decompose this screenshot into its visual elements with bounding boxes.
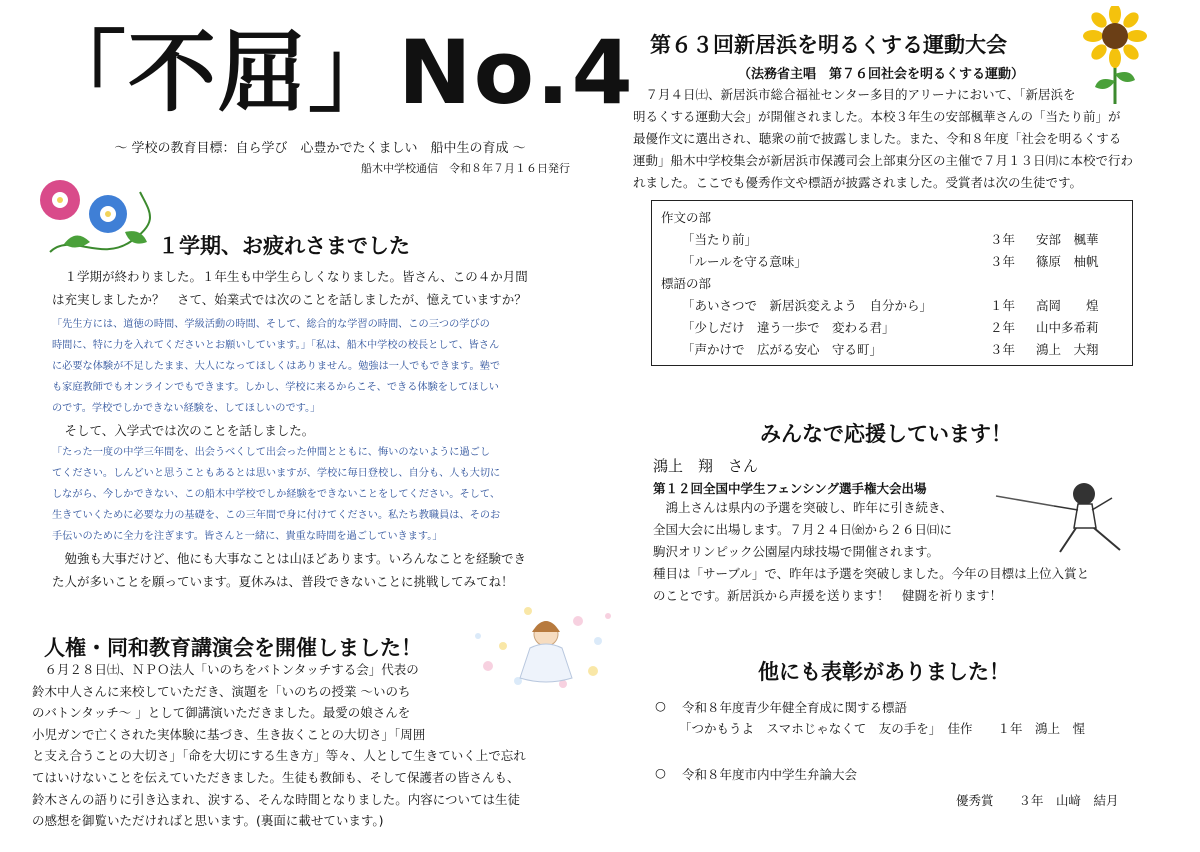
quote-line: 「先生方には、道徳の時間、学級活動の時間、そして、総合的な学習の時間、この三つの学びの: [52, 319, 490, 330]
text-line: と支え合うことの大切さ」「命を大切にする生き方」等々、人として生きていく上で忘れ: [32, 748, 526, 764]
text-line: 全国大会に出場します。７月２４日㈮から２６日㈰に: [653, 522, 953, 537]
issuer-line: 船木中学校通信 令和８年７月１６日発行: [361, 162, 570, 175]
quote-line: 手伝いのために全力を注ぎます。皆さんと一緒に、貴重な時間を過ごしていきます。」: [52, 531, 443, 542]
text-line: のバトンタッチ～ 」として御講演いただきました。最愛の娘さんを: [32, 705, 411, 721]
text-line: ７月４日㈯、新居浜市総合福祉センター多目的アリーナにおいて、「新居浜を: [633, 87, 1076, 102]
award-work: 「あいさつで 新居浜変えよう 自分から」: [682, 298, 933, 313]
award-name: 安部 楓華: [1036, 232, 1099, 247]
text-line: は充実しましたか？ さて、始業式では次のことを話しましたが、憶えていますか？: [52, 291, 527, 307]
award-grade: ３年: [990, 342, 1016, 357]
text-line: 種目は「サーブル」で、昨年は予選を突破しました。今年の目標は上位入賞と: [653, 566, 1090, 581]
article-3-body: [633, 84, 1133, 194]
quote-line: に必要な体験が不足したまま、大人になってほしくはありません。勉強は一人でもできます。塾で: [52, 361, 501, 372]
article-1-title: １学期、お疲れさまでした: [158, 233, 410, 258]
text-line: 最優作文に選出され、聴衆の前で披露しました。また、令和８年度「社会を明るくする: [633, 131, 1122, 146]
award-work: 「声かけで 広がる安心 守る町」: [682, 342, 883, 357]
award-name: 高岡 煌: [1036, 298, 1099, 313]
text-line: ６月２８日㈯、ＮＰＯ法人「いのちをバトンタッチする会」代表の: [32, 662, 419, 677]
award-work: 「ルールを守る意味」: [682, 254, 807, 269]
text-line: １学期が終わりました。１年生も中学生らしくなりました。皆さん、この４か月間: [52, 269, 528, 284]
quote-line: 時間に、特に力を入れてくださいとお願いしています。」「私は、船木中学校の校長として、皆さん: [52, 340, 500, 351]
event-name: 第１２回全国中学生フェンシング選手権大会出場: [653, 481, 927, 496]
article-5-title: 他にも表彰がありました！: [758, 659, 1010, 684]
school-motto: ～ 学校の教育目標：自ら学び 心豊かでたくましい 船中生の育成 ～: [114, 141, 526, 156]
award-bullet: ○: [655, 765, 666, 780]
quote-line: のです。学校でしかできない経験を、してほしいのです。」: [52, 403, 321, 414]
text-line: 運動」船木中学校集会が新居浜市保護司会上部東分区の主催で７月１３日㈪に本校で行わ: [633, 153, 1134, 168]
article-3-subtitle: （法務省主唱 第７６回社会を明るくする運動）: [738, 67, 1025, 82]
article-1-closing: [52, 548, 526, 593]
text-line: のことです。新居浜から声援を送ります！ 健闘を祈ります！: [653, 588, 1003, 603]
article-1-middle: そして、入学式では次のことを話しました。: [52, 423, 315, 438]
article-2-title: 人権・同和教育講演会を開催しました！: [44, 635, 422, 660]
award-grade: ２年: [990, 320, 1016, 335]
award-work: 「当たり前」: [682, 232, 758, 247]
morning-glory-icon: [30, 172, 160, 267]
quote-line: しながら、今しかできない、この船木中学校でしか経験をできないことをしてください。そして、: [52, 489, 501, 500]
quote-line: 生きていくために必要な力の基礎を、この三年間で身に付けてください。私たち教職員は、そのお: [52, 510, 501, 521]
award-detail: 優秀賞 ３年 山﨑 結月: [956, 793, 1119, 808]
article-1-quote-1: [52, 314, 500, 419]
text-line: 駒沢オリンピック公園屋内球技場で開催されます。: [653, 544, 940, 559]
text-line: 鈴木さんの語りに引き込まれ、涙する、そんな時間となりました。内容については生徒: [32, 791, 521, 807]
text-line: 鈴木中人さんに来校していただき、演題を「いのちの授業 ～いのち: [32, 683, 411, 699]
article-2-body: [32, 659, 526, 832]
award-grade: ３年: [990, 232, 1016, 247]
award-grade: １年: [990, 298, 1016, 313]
article-3-title: 第６３回新居浜を明るくする運動大会: [650, 32, 1007, 57]
quote-line: てください。しんどいと思うこともあるとは思いますが、学校に毎日登校し、自分も、人も大切に: [52, 468, 501, 479]
text-line: 小児ガンで亡くされた実体験に基づき、生き抜くことの大切さ」「周囲: [32, 726, 426, 742]
award-heading: 令和８年度青少年健全育成に関する標語: [682, 700, 908, 715]
newsletter-title: 「不屈」No.4: [38, 21, 635, 124]
award-work: 「少しだけ 違う一歩で 変わる君」: [682, 320, 895, 335]
quote-line: 「たった一度の中学三年間を、出会うべくして出会った仲間とともに、悔いのないように過ごし: [52, 447, 491, 458]
text-line: 勉強も大事だけど、他にも大事なことは山ほどあります。いろんなことを経験でき: [52, 551, 527, 566]
award-heading: 令和８年度市内中学生弁論大会: [682, 767, 858, 782]
awards-box: [651, 200, 1133, 366]
quote-line: も家庭教師でもオンラインでもできます。しかし、学校に来るからこそ、できる体験をしてほしい: [52, 382, 499, 393]
article-1-intro: [52, 266, 528, 311]
award-name: 篠原 柚帆: [1036, 254, 1099, 269]
athlete-name: 鴻上 翔 さん: [653, 457, 759, 475]
text-line: れました。ここでも優秀作文や標語が披露されました。受賞者は次の生徒です。: [633, 175, 1083, 190]
article-1-quote-2: [52, 442, 500, 547]
text-line: た人が多いことを願っています。夏休みは、普段できないことに挑戦してみてね！: [52, 573, 514, 589]
award-name: 山中多希莉: [1036, 320, 1099, 335]
slogan-section-header: 標語の部: [661, 276, 712, 291]
fencer-icon: [992, 478, 1138, 556]
article-4-title: みんなで応援しています！: [760, 421, 1012, 446]
essay-section-header: 作文の部: [661, 210, 712, 225]
text-line: てはいけないことを伝えていただきました。生徒も教師も、そして保護者の皆さんも、: [32, 769, 520, 785]
award-detail: 「つかもうよ スマホじゃなくて 友の手を」 佳作 １年 鴻上 惺: [679, 721, 1086, 736]
text-line: 明るくする運動大会」が開催されました。本校３年生の安部楓華さんの「当たり前」が: [633, 109, 1121, 124]
award-name: 鴻上 大翔: [1036, 342, 1099, 357]
award-bullet: ○: [655, 698, 666, 713]
text-line: 鴻上さんは県内の予選を突破し、昨年に引き続き、: [653, 500, 953, 515]
text-line: の感想を御覧いただければと思います。(裏面に載せています。): [32, 813, 384, 829]
award-grade: ３年: [990, 254, 1016, 269]
